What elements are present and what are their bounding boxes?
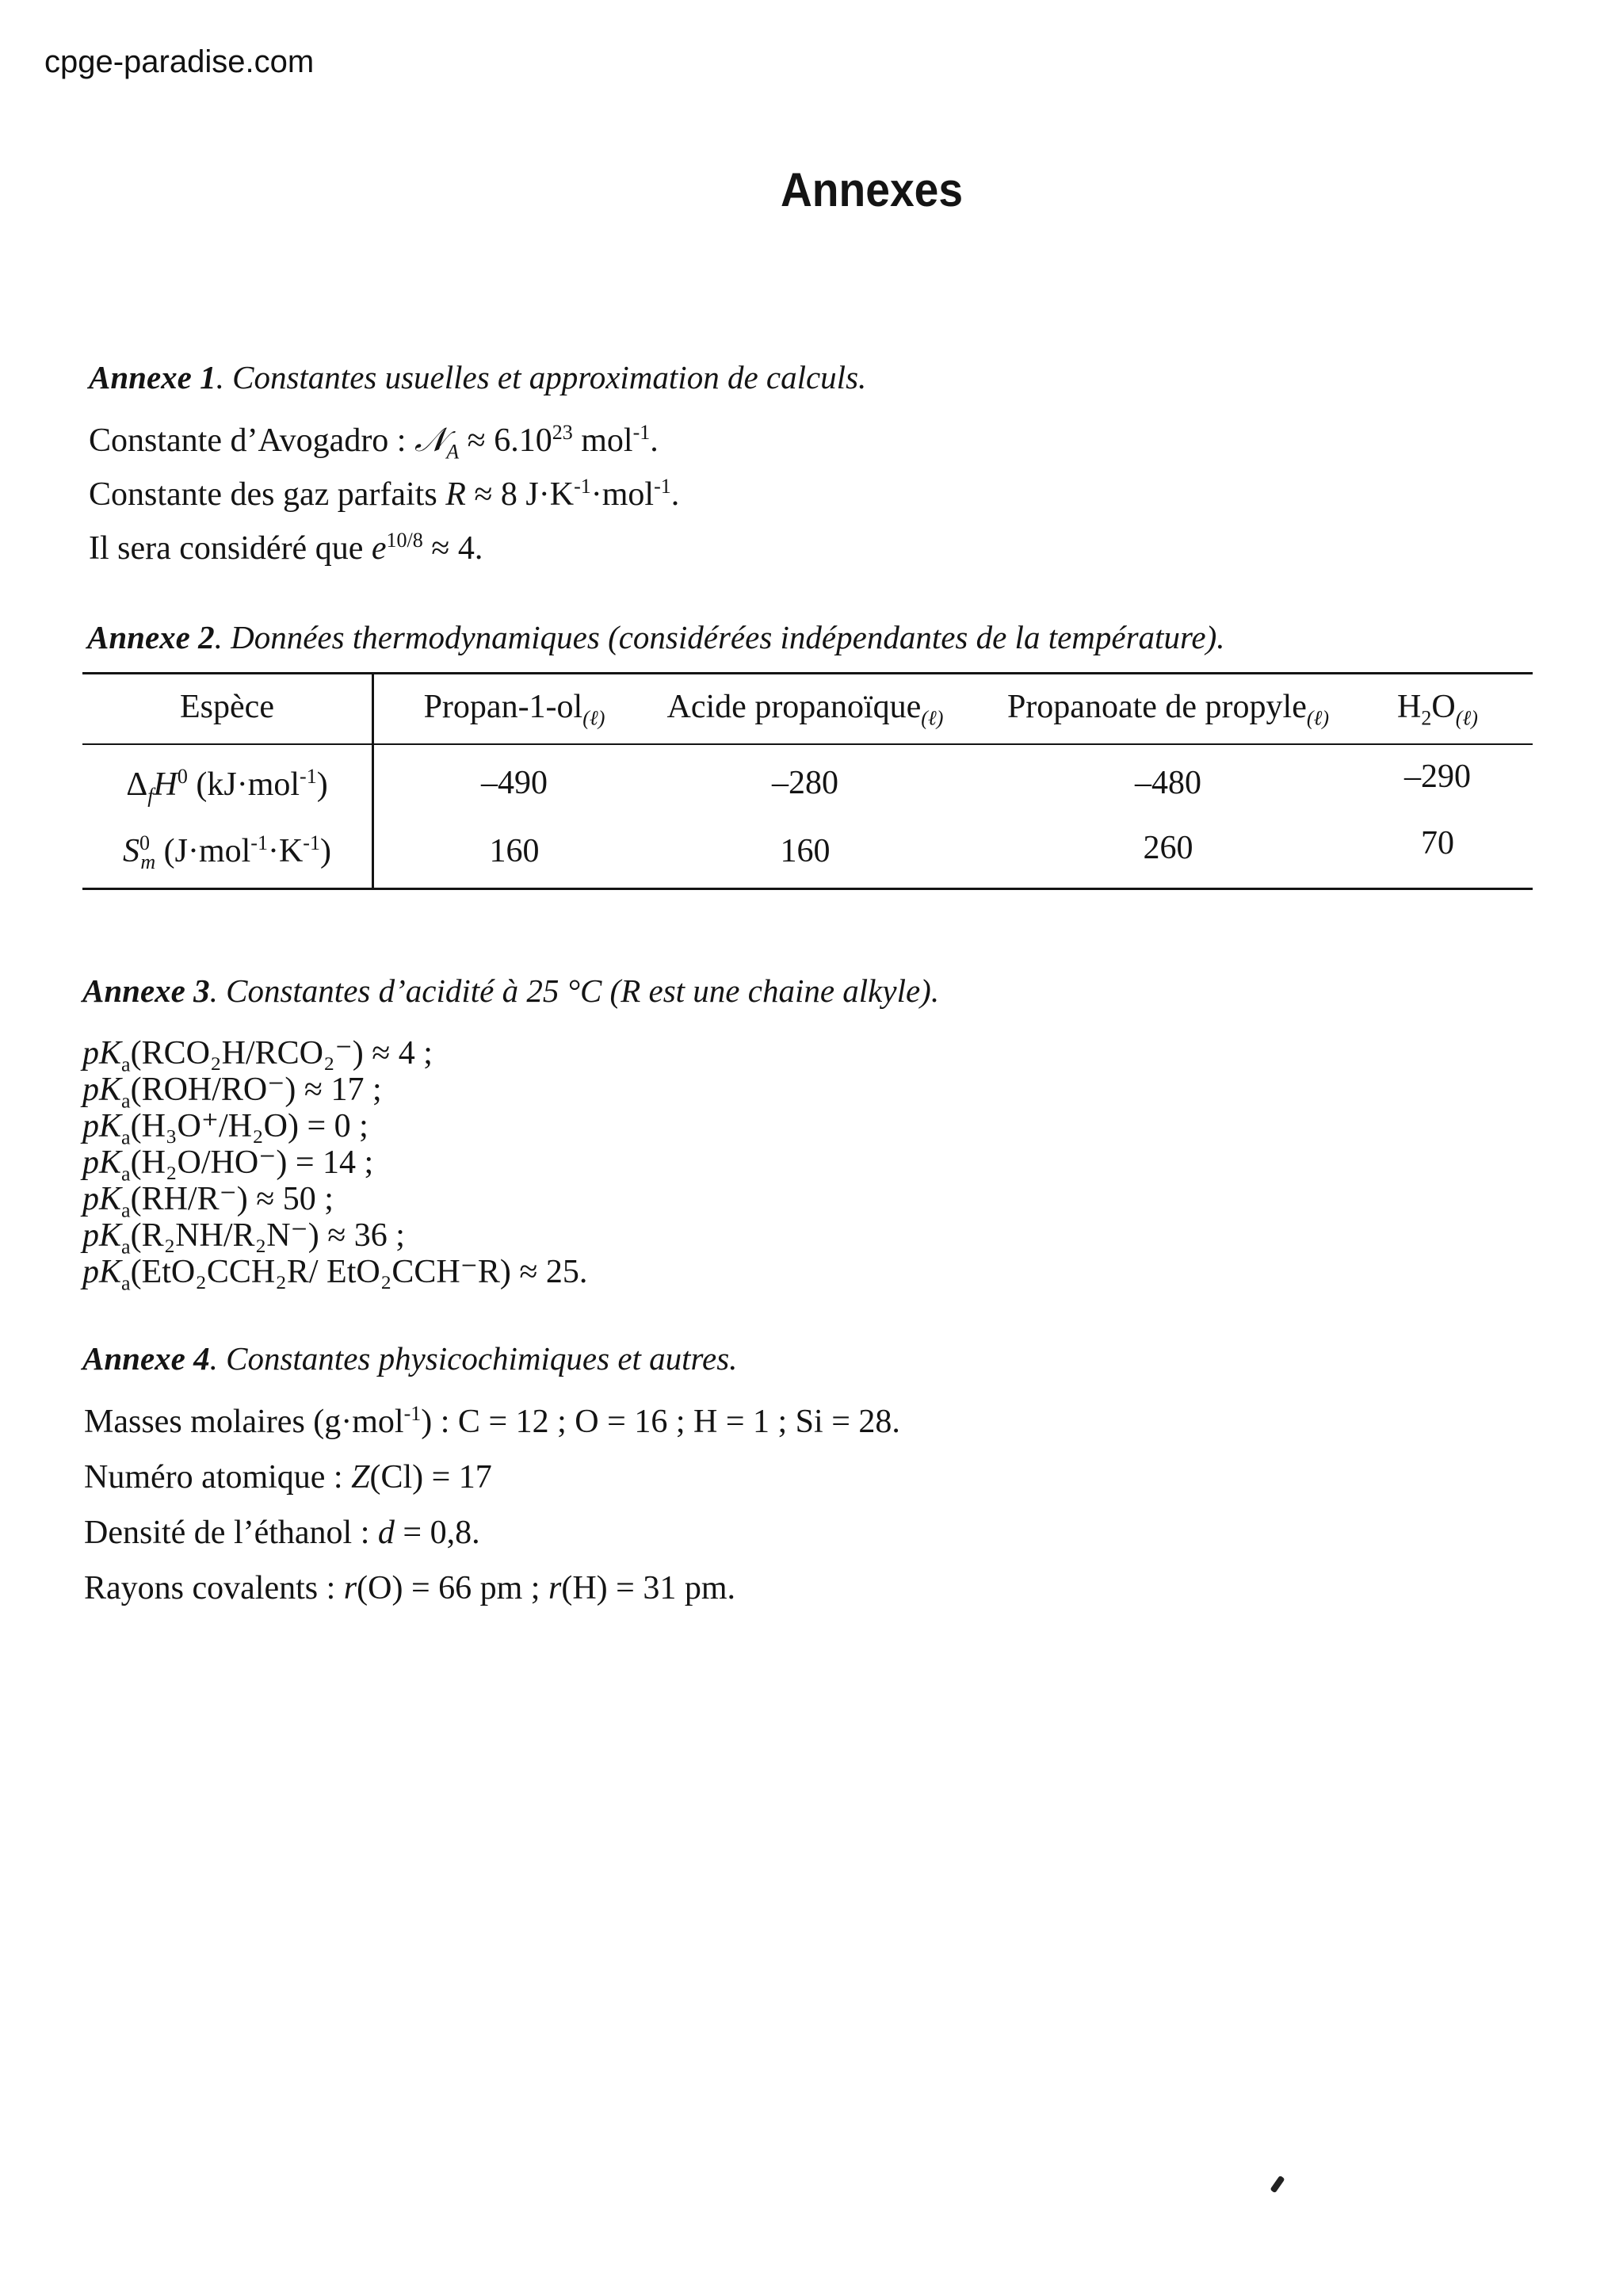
row2-col1: 160 xyxy=(489,833,540,869)
thermo-table xyxy=(82,672,1533,892)
pka-line-1: $pK_a(RCO_2H/RCO_2^-) \approx 4$ ; xyxy=(82,1035,433,1076)
table-vertical-rule xyxy=(372,672,374,889)
pka-line-6: $pK_a(R_2NH/R_2N^-) \approx 36$ ; xyxy=(82,1217,405,1259)
atomic-number-line: Numéro atomique : Z(Cl) = 17 xyxy=(84,1459,492,1496)
annexe3-heading: Annexe 3. Constantes d’acidité à 25 °C (R est une chaine alkyle). xyxy=(82,972,940,1009)
pka-line-5: $pK_a(RH/R^-) \approx 50$ ; xyxy=(82,1181,334,1222)
pka-line-2: $pK_a(ROH/RO^-) \approx 17$ ; xyxy=(82,1072,382,1113)
pka-line-3: $pK_a(H_3O^+/H_2O) = 0$ ; xyxy=(82,1108,369,1149)
covalent-radii-line: Rayons covalents : r(O) = 66 pm ; r(H) = 31 pm. xyxy=(84,1570,735,1606)
page-title: Annexes xyxy=(780,163,964,216)
watermark: cpge-paradise.com xyxy=(44,44,315,79)
table-top-rule xyxy=(82,672,1533,674)
header-col-3: Propanoate de propyle$_{(\ell)}$ xyxy=(1006,689,1330,730)
row2-col2: 160 xyxy=(780,833,831,869)
annexe1-heading: Annexe 1. Constantes usuelles et approximation de calculs. xyxy=(89,359,867,395)
molar-masses-line: Masses molaires (g·mol$^{-1}$) : C = 12 ; O = 16 ; H = 1 ; Si = 28. xyxy=(84,1402,900,1440)
header-col-1: Propan-$1-ol_{(\ell)}$ xyxy=(423,689,605,730)
header-col-2: Acide propanoïque$_{(\ell)}$ xyxy=(666,689,944,730)
row2-col3: 260 xyxy=(1143,830,1193,866)
row1-label: $\Delta_fH^0$ (kJ·mol$^{-1}$) xyxy=(126,765,328,808)
annexe2-heading: Annexe 2. Données thermodynamiques (considérées indépendantes de la température). xyxy=(87,619,1225,655)
row2-label: $S^0_m$ $(J\cdot mol^{-1}\cdot K^{-1})$ xyxy=(123,831,331,874)
row2-col4: 70 xyxy=(1421,825,1454,861)
header-col-4: $H_2O_{(\ell)}$ xyxy=(1397,689,1478,730)
pka-line-7: $pK_a(EtO_2CCH_2R/$ EtO₂CCH⁻R) ≈ 25. xyxy=(82,1254,588,1295)
header-species: Espèce xyxy=(180,689,274,725)
stray-pen-mark xyxy=(1270,2176,1285,2194)
row1-col2: –280 xyxy=(772,765,838,801)
annexe4-heading: Annexe 4. Constantes physicochimiques et autres. xyxy=(82,1340,738,1377)
pka-line-4: $pK_a(H_2O/HO^-) = 14$ ; xyxy=(82,1144,374,1186)
row1-col4: –290 xyxy=(1404,758,1471,795)
row1-col1: –490 xyxy=(481,765,548,801)
avogadro-line: Constante d’Avogadro : 𝒩$_A$ ≈ $6.10^{23}$ mol$^{-1}$. xyxy=(89,421,659,464)
row1-col3: –480 xyxy=(1135,765,1201,801)
table-bottom-rule xyxy=(82,888,1533,890)
approximation-line: Il sera considéré que $e^{10/8} \approx 4$. xyxy=(89,529,483,567)
gas-constant-line: Constante des gaz parfaits R ≈ 8 $J\cdot K^{-1}\cdot mol^{-1}$. xyxy=(89,475,680,513)
density-line: Densité de l’éthanol : d = 0,8. xyxy=(84,1515,480,1551)
table-header-rule xyxy=(82,743,1533,745)
